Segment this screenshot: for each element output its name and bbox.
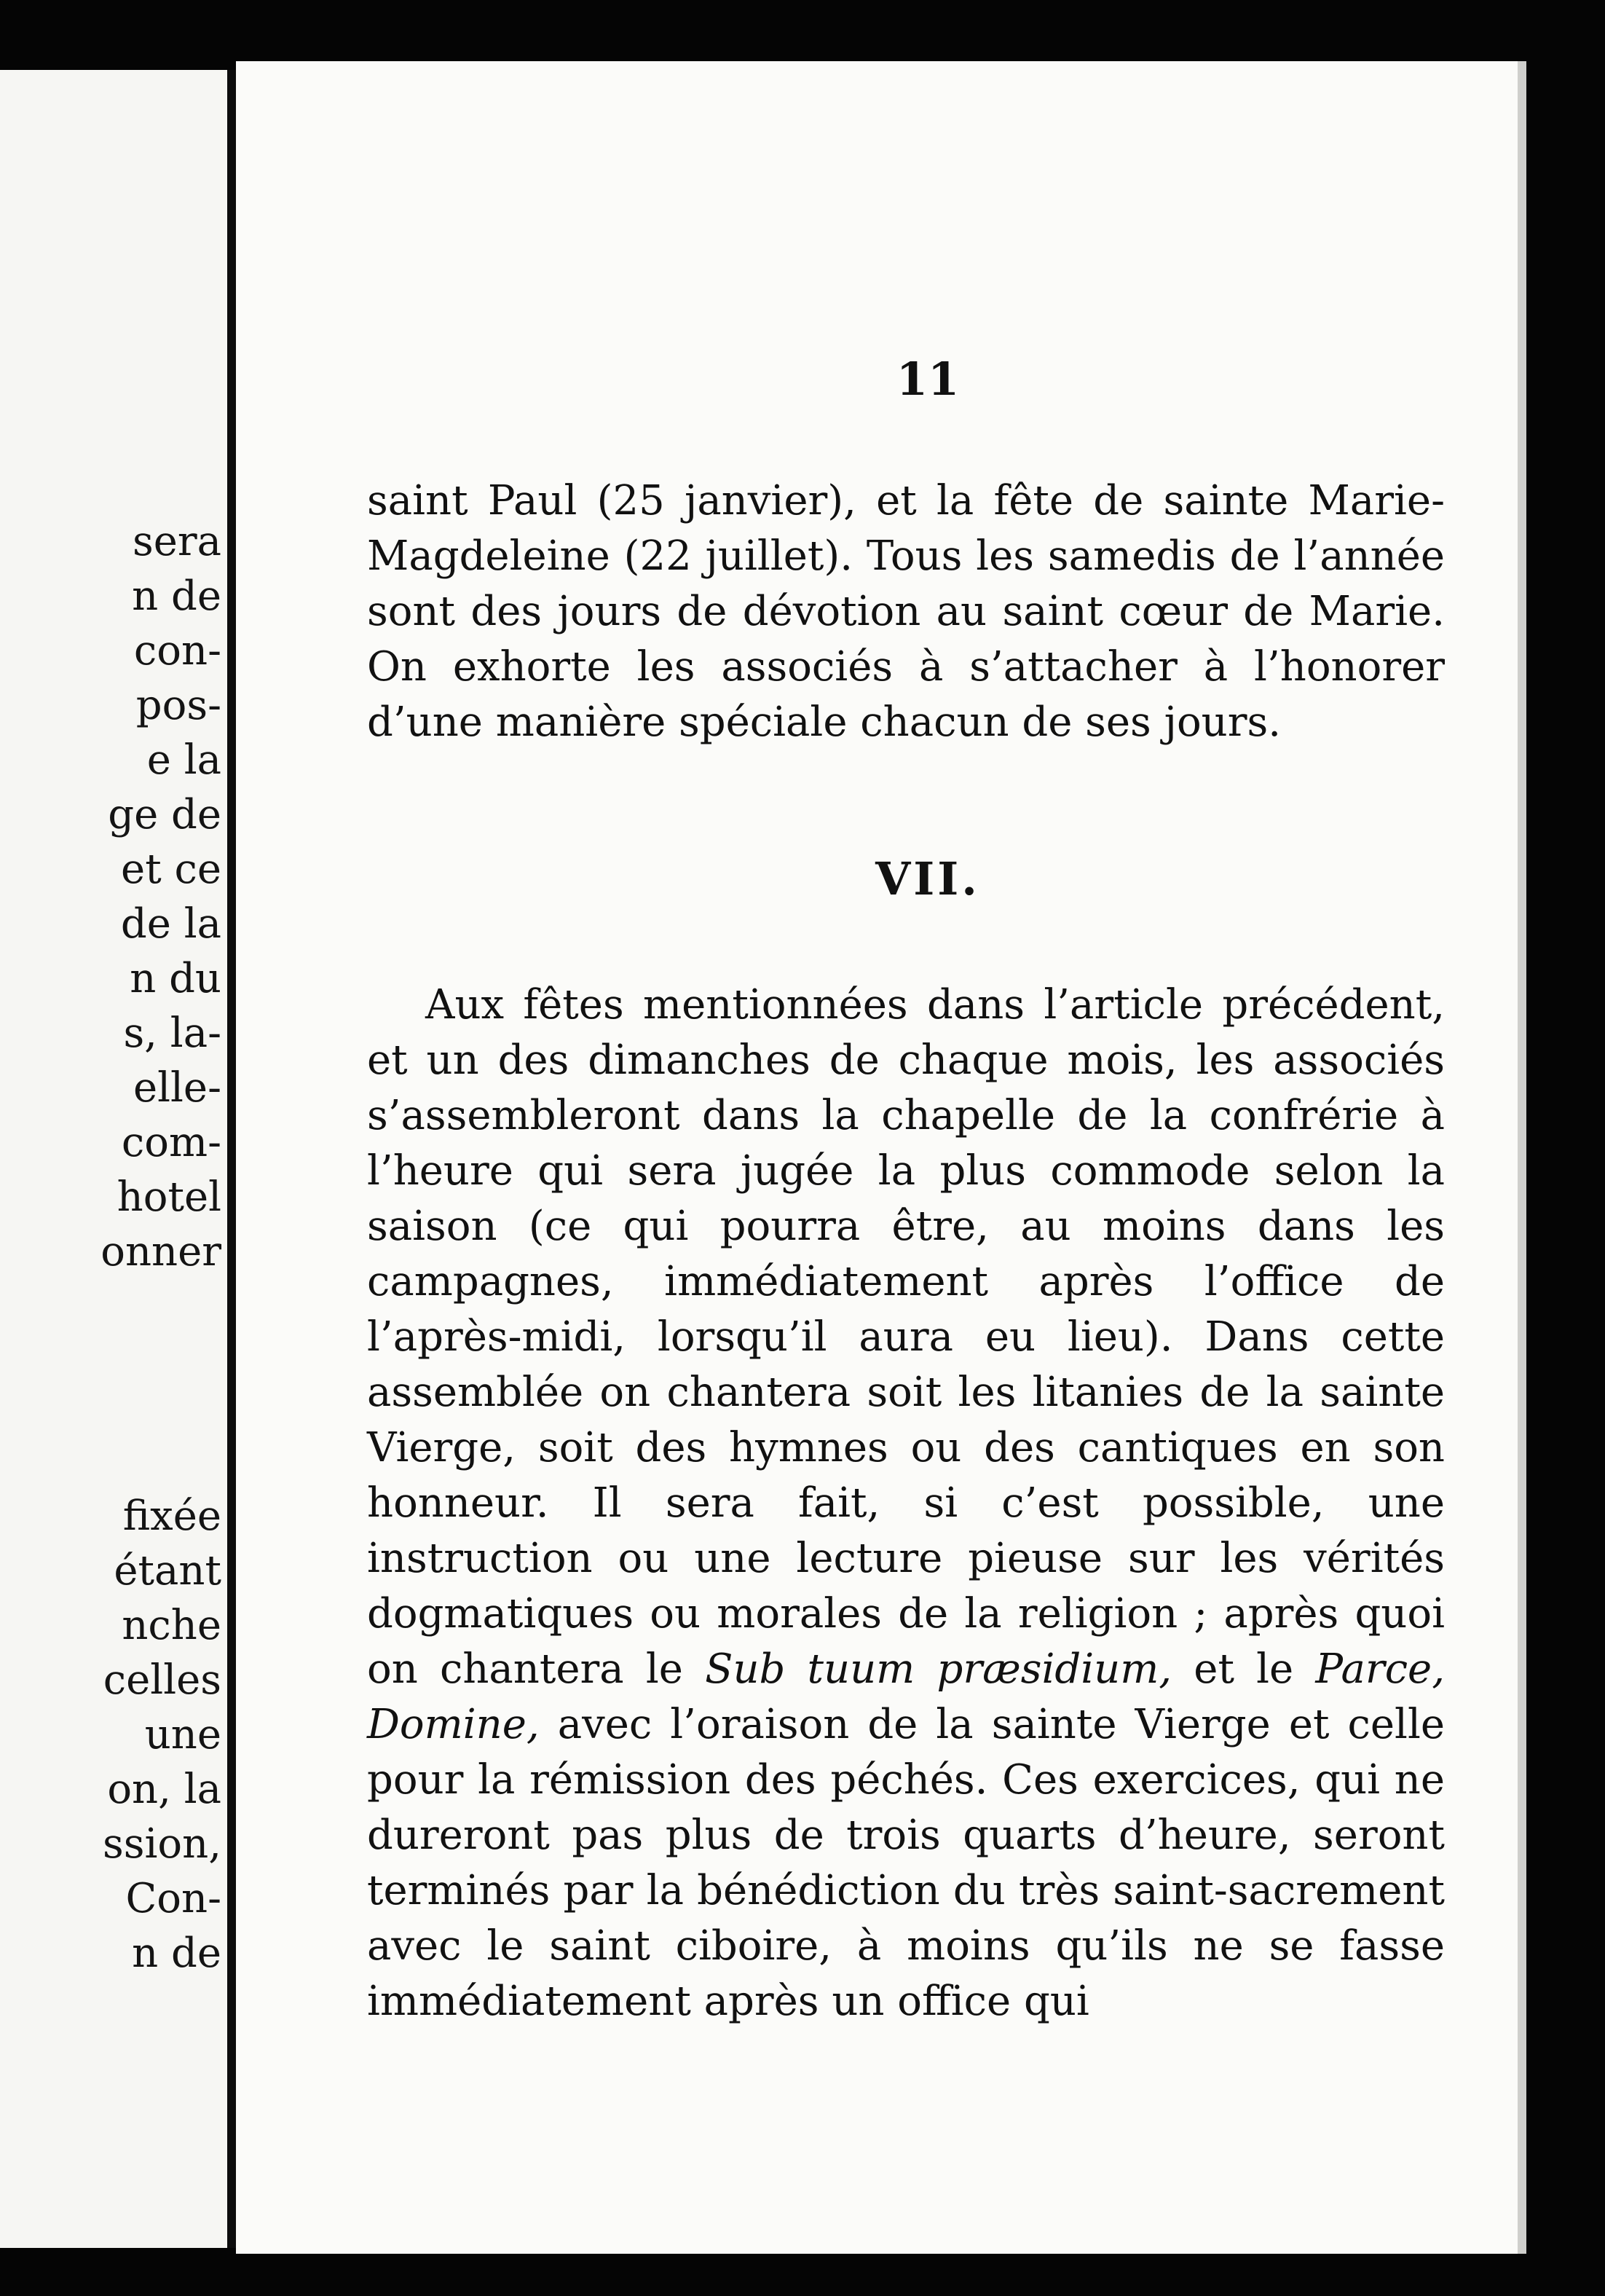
line-fragment: on, la — [107, 1766, 221, 1813]
line-fragment: n du — [130, 955, 221, 1002]
line-fragment: elle- — [133, 1064, 221, 1112]
line-fragment: celles — [103, 1656, 221, 1704]
line-fragment: une — [144, 1711, 221, 1758]
line-fragment: hotel — [117, 1173, 221, 1221]
line-fragment: sera — [132, 518, 221, 565]
page-number: 11 — [896, 353, 960, 406]
paragraph-2-text-1: Aux fêtes mentionnées dans l’article précédent, et un des dimanches de chaque mois, les associés s’assembleront dans la chapelle de la confrérie à l’heure qui sera jugée la plus commode selon la saison (ce qui pourra être, au moins dans les campagnes, immédiatement après l’office de l’après-midi, lorsqu’il aura eu lieu). Dans cette assemblée on chantera soit les litanies de la sainte Vierge, soit des hymnes ou des cantiques en son honneur. Il sera fait, si c’est possible, une instruction ou une lecture pieuse sur les vérités dogmatiques ou morales de la religion ; après quoi on chantera le — [367, 981, 1445, 1693]
line-fragment: s, la- — [123, 1010, 221, 1057]
previous-page-text-top — [3, 516, 221, 1281]
line-fragment: con- — [133, 627, 221, 675]
current-page — [236, 61, 1518, 2254]
paragraph-2-text-2: et le — [1172, 1646, 1316, 1693]
paragraph-2-text-3: avec l’oraison de la sainte Vierge et celle pour la rémission des péchés. Ces exercices, qui ne dureront pas plus de trois quarts d’heure, seront terminés par la bénédiction du très saint-sacrement avec le saint ciboire, à moins qu’ils ne se fasse immédiatement après un office qui — [367, 1701, 1445, 2025]
line-fragment: n de — [132, 1930, 221, 1977]
line-fragment: n de — [132, 573, 221, 620]
line-fragment: ssion, — [103, 1820, 221, 1868]
paragraph-2-italic-2: Parce, Domine, — [367, 1646, 1445, 1748]
line-fragment: de la — [120, 900, 221, 948]
previous-page-text-bottom — [3, 1490, 221, 1982]
line-fragment: onner — [100, 1228, 221, 1275]
line-fragment: com- — [121, 1119, 221, 1166]
line-fragment: fixée — [122, 1493, 221, 1540]
line-fragment: nche — [122, 1602, 221, 1649]
line-fragment: et ce — [121, 846, 221, 893]
line-fragment: pos- — [135, 682, 221, 729]
page-edge — [1518, 61, 1526, 2254]
line-fragment: étant — [114, 1547, 221, 1595]
section-heading: VII. — [875, 852, 980, 905]
line-fragment: Con- — [125, 1875, 221, 1922]
line-fragment: e la — [146, 736, 221, 784]
previous-page-fragment — [0, 70, 227, 2248]
paragraph-2-italic-1: Sub tuum præsidium, — [705, 1646, 1172, 1693]
paragraph-1: saint Paul (25 janvier), et la fête de sainte Marie-Magdeleine (22 juillet). Tous les samedis de l’année sont des jours de dévotion au saint cœur de Marie. On exhorte les associés à s’attacher à l’honorer d’une manière spéciale chacun de ses jours. — [367, 477, 1445, 746]
paragraph-2 — [367, 978, 1445, 2029]
binding-gutter — [227, 70, 236, 2248]
line-fragment: ge de — [108, 791, 221, 838]
